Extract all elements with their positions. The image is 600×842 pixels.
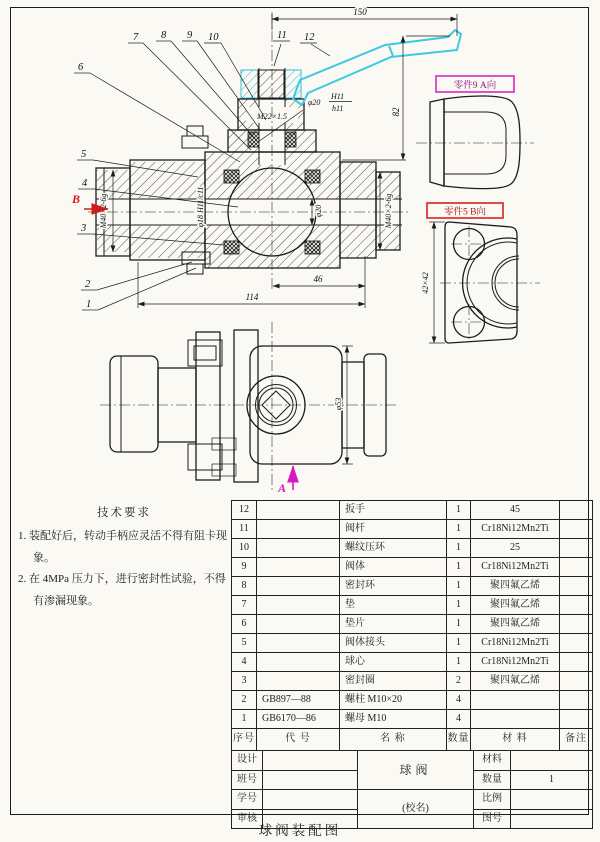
svg-text:6: 6: [78, 62, 84, 73]
title-block: [231, 750, 593, 829]
bom-header-qty: 数量: [447, 729, 471, 751]
bom-row: 1 GB6170—86 螺母 M10 4: [232, 710, 593, 729]
titleblock-drawingno-label: 图号: [474, 809, 511, 829]
bom-row: [232, 501, 593, 520]
bom-row: 5 阀体接头 1 Cr18Ni12Mn2Ti: [232, 634, 593, 653]
bom-row: 6 垫片 1 聚四氟乙烯: [232, 615, 593, 634]
svg-text:12: 12: [304, 32, 315, 43]
titleblock-quantity-value: 1: [511, 770, 593, 790]
parts-list: [231, 500, 592, 829]
bom-row: 2 GB897—88 螺柱 M10×20 4: [232, 691, 593, 710]
wrench-grip-section: [241, 70, 301, 98]
svg-text:3: 3: [81, 223, 87, 234]
bom-row: 11 阀杆 1 Cr18Ni12Mn2Ti: [232, 520, 593, 539]
bom-cell: [257, 501, 340, 520]
titleblock-material-value: [511, 751, 593, 771]
bom-row: 7 垫 1 聚四氟乙烯: [232, 596, 593, 615]
dim-42x42-label: 42×42: [421, 272, 430, 294]
detail-view-part9: [416, 76, 534, 189]
balloon-11: [273, 30, 290, 66]
bom-row: 4 球心 1 Cr18Ni12Mn2Ti: [232, 653, 593, 672]
titleblock-material-label: 材料: [474, 751, 511, 771]
svg-text:4: 4: [82, 178, 88, 189]
part5-label: 零件5 B向: [444, 207, 486, 218]
titleblock-quantity-label: 数量: [474, 770, 511, 790]
tech-title: 技术要求: [97, 507, 151, 519]
front-section-view: [88, 12, 461, 292]
bom-header-code: 代 号: [257, 729, 340, 751]
balloon-6: [74, 62, 240, 162]
titleblock-scale-value: [511, 790, 593, 810]
titleblock-class-value: [263, 770, 358, 790]
bom-header-remark: 备注: [560, 729, 593, 751]
wrench-handle: [293, 30, 461, 105]
svg-text:2: 2: [85, 279, 91, 290]
view-a-letter: A: [278, 481, 287, 495]
bom-header-row: [232, 729, 593, 751]
bom-row: 8 密封环 1 聚四氟乙烯: [232, 577, 593, 596]
svg-text:H11: H11: [331, 92, 345, 101]
part9-label: 零件9 A向: [453, 81, 497, 91]
dim-82-label: 82: [391, 107, 401, 117]
bom-cell: 扳手: [340, 501, 447, 520]
svg-text:1: 1: [86, 299, 92, 310]
dim-phi53-label: φ53: [334, 397, 343, 411]
svg-text:9: 9: [187, 30, 193, 41]
dim-phi20-label: φ20: [314, 204, 323, 218]
svg-text:10: 10: [208, 32, 219, 43]
bom-cell: [560, 501, 593, 520]
svg-text:7: 7: [133, 32, 139, 43]
section-hatching: [97, 99, 400, 268]
tech-item-1: 1. 装配好后，转动手柄应灵活不得有阻卡现象。: [18, 530, 227, 564]
bom-table: [231, 500, 593, 751]
dim-m22-label: M22×1.5: [256, 112, 288, 121]
drawing-caption: 球阀装配图: [258, 823, 342, 838]
titleblock-student-value: [263, 790, 358, 810]
svg-text:φ20: φ20: [308, 98, 321, 107]
technical-requirements: [18, 502, 230, 612]
dim-46-label: 46: [313, 274, 323, 284]
svg-text:h11: h11: [332, 104, 344, 113]
bom-row: 10 螺纹压环 1 25: [232, 539, 593, 558]
bom-row: 3 密封圈 2 聚四氟乙烯: [232, 672, 593, 691]
detail-view-part5: [421, 203, 540, 343]
dim-m40-right-label: M40×2-6g: [384, 193, 393, 229]
titleblock-class-label: 班号: [232, 770, 263, 790]
dim-150-label: 150: [353, 7, 367, 17]
dim-m40-left-label: M40×2-6g: [99, 193, 108, 229]
dim-phi18-fit-label: φ18 H11/c11: [196, 186, 205, 228]
titleblock-design-label: 设计: [232, 751, 263, 771]
bom-row: 9 阀体 1 Cr18Ni12Mn2Ti: [232, 558, 593, 577]
titleblock-student-label: 学号: [232, 790, 263, 810]
titleblock-school: (校名): [358, 790, 474, 829]
tech-item-2: 2. 在 4MPa 压力下，进行密封性试验，不得有渗漏现象。: [18, 573, 226, 607]
bom-cell: 45: [471, 501, 560, 520]
bom-header-name: 名 称: [340, 729, 447, 751]
titleblock-design-value: [263, 751, 358, 771]
bom-cell: 12: [232, 501, 257, 520]
bom-header-material: 材 料: [471, 729, 560, 751]
view-b-letter: B: [72, 192, 81, 206]
balloon-2: [81, 262, 192, 290]
titleblock-scale-label: 比例: [474, 790, 511, 810]
plan-view: [100, 322, 398, 495]
titleblock-part-name: 球阀: [358, 751, 474, 790]
svg-text:11: 11: [277, 30, 287, 41]
dim-114-label: 114: [245, 292, 259, 302]
titleblock-check-label: 审核: [232, 809, 263, 829]
bom-cell: 1: [447, 501, 471, 520]
svg-text:8: 8: [161, 30, 167, 41]
balloon-12: [300, 32, 330, 56]
svg-text:5: 5: [81, 149, 87, 160]
bom-header-seq: 序号: [232, 729, 257, 751]
